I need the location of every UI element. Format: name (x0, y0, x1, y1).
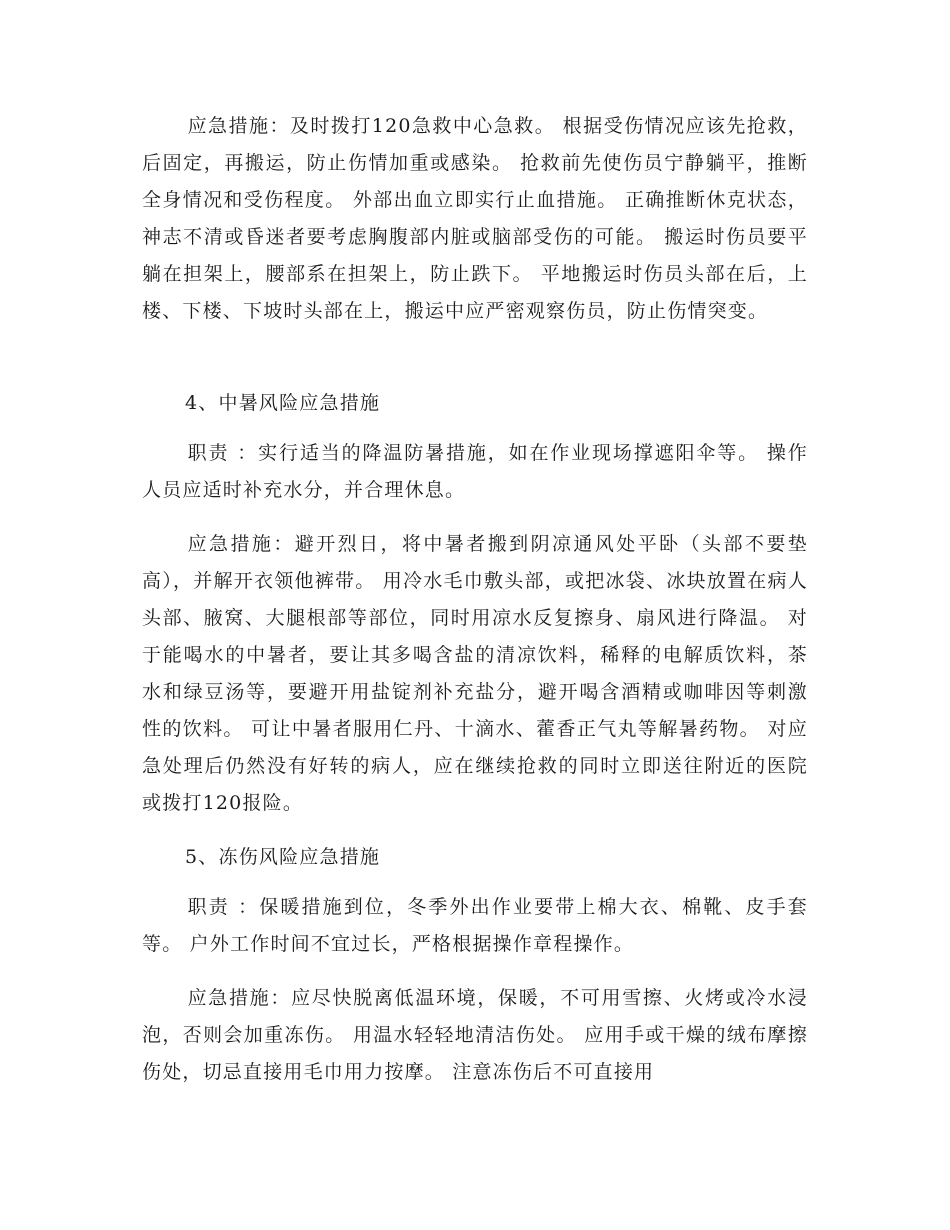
paragraph-frostbite-duties: 职责 ：保暖措施到位，冬季外出作业要带上棉大衣、棉靴、皮手套等。 户外工作时间不宜过长，严格根据操作章程操作。 (142, 896, 808, 955)
section-heading-frostbite: 5、冻伤风险应急措施 (185, 846, 381, 868)
paragraph-heatstroke-emergency-measures: 应急措施：避开烈日，将中暑者搬到阴凉通风处平卧（头部不要垫高），并解开衣领他裤带。 用冷水毛巾敷头部，或把冰袋、冰块放置在病人头部、腋窝、大腿根部等部位，同时用凉水反复擦身、扇风进行降温。 对于能喝水的中暑者，要让其多喝含盐的清凉饮料，稀释的电解质饮料，茶水和绿豆汤等，要避开用盐锭剂补充盐分，避开喝含酒精或咖啡因等刺激性的饮料。 可让中暑者服用仁丹、十滴水、藿香正气丸等解暑药物。 对应急处理后仍然没有好转的病人，应在继续抢救的同时立即送往附近的医院或拨打120报险。 (142, 533, 808, 814)
paragraph-emergency-measures-injury: 应急措施：及时拨打120急救中心急救。 根据受伤情况应该先抢救，后固定，再搬运，防止伤情加重或感染。 抢救前先使伤员宁静躺平，推断全身情况和受伤程度。 外部出血立即实行止血措施。 正确推断休克状态，神志不清或昏迷者要考虑胸腹部内脏或脑部受伤的可能。 搬运时伤员要平躺在担架上，腰部系在担架上，防止跌下。 平地搬运时伤员头部在后，上楼、下楼、下坡时头部在上，搬运中应严密观察伤员，防止伤情突变。 (142, 115, 808, 322)
paragraph-frostbite-emergency-measures: 应急措施：应尽快脱离低温环境，保暖，不可用雪擦、火烤或冷水浸泡，否则会加重冻伤。 用温水轻轻地清洁伤处。 应用手或干燥的绒布摩擦伤处，切忌直接用毛巾用力按摩。 注意冻伤后不可直接用 (142, 987, 808, 1083)
paragraph-heatstroke-duties: 职责 ：实行适当的降温防暑措施，如在作业现场撑遮阳伞等。 操作人员应适时补充水分，并合理休息。 (142, 442, 808, 501)
section-heading-heatstroke: 4、中暑风险应急措施 (185, 392, 381, 414)
